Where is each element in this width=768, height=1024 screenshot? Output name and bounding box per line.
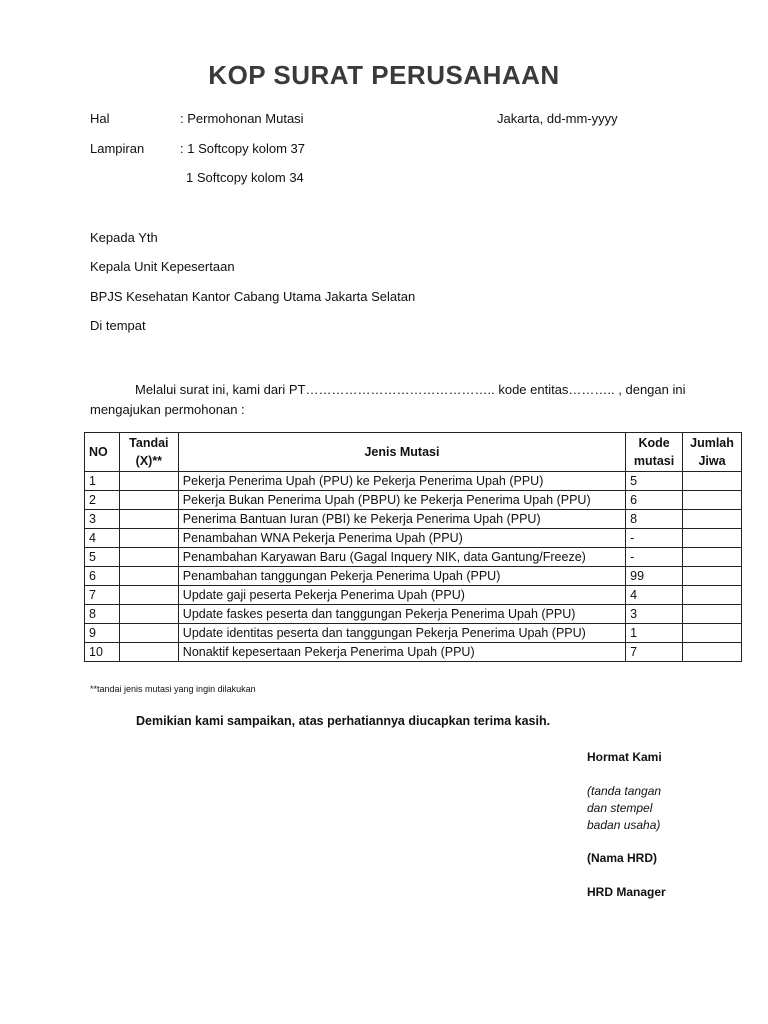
cell-jumlah[interactable] (683, 605, 742, 624)
cell-jumlah[interactable] (683, 643, 742, 662)
intro-text: Melalui surat ini, kami dari PT…………………………………….. kode entitas……….. , dengan ini mengajukan permohonan : (90, 382, 686, 417)
cell-no: 9 (85, 624, 120, 643)
cell-tandai[interactable] (119, 643, 178, 662)
closing-sentence: Demikian kami sampaikan, atas perhatiannya diucapkan terima kasih. (136, 714, 551, 728)
table-row (85, 643, 742, 662)
table-row (85, 586, 742, 605)
table-row (85, 472, 742, 491)
cell-tandai[interactable] (119, 529, 178, 548)
cell-kode: 3 (626, 605, 683, 624)
lampiran-value-1: : 1 Softcopy kolom 37 (180, 141, 306, 156)
col-header-jenis: Jenis Mutasi (178, 433, 625, 472)
cell-tandai[interactable] (119, 605, 178, 624)
cell-no: 7 (85, 586, 120, 605)
cell-tandai[interactable] (119, 491, 178, 510)
cell-no: 3 (85, 510, 120, 529)
table-row (85, 624, 742, 643)
table-row (85, 529, 742, 548)
cell-no: 6 (85, 567, 120, 586)
lampiran-label: Lampiran (90, 141, 145, 156)
table-header-row (85, 433, 742, 472)
cell-jenis: Pekerja Bukan Penerima Upah (PBPU) ke Pekerja Penerima Upah (PPU) (178, 491, 625, 510)
cell-jumlah[interactable] (683, 491, 742, 510)
cell-kode: 4 (626, 586, 683, 605)
cell-jumlah[interactable] (683, 529, 742, 548)
cell-no: 5 (85, 548, 120, 567)
signature-note-2: dan stempel (587, 801, 653, 815)
letter-date: Jakarta, dd-mm-yyyy (497, 111, 618, 126)
cell-no: 10 (85, 643, 120, 662)
cell-jumlah[interactable] (683, 510, 742, 529)
cell-no: 1 (85, 472, 120, 491)
signature-note-1: (tanda tangan (587, 784, 662, 798)
cell-jenis: Update identitas peserta dan tanggungan Pekerja Penerima Upah (PPU) (178, 624, 625, 643)
cell-jenis: Update gaji peserta Pekerja Penerima Upah (PPU) (178, 586, 625, 605)
cell-jumlah[interactable] (683, 567, 742, 586)
table-row (85, 491, 742, 510)
cell-no: 8 (85, 605, 120, 624)
cell-jenis: Update faskes peserta dan tanggungan Pekerja Penerima Upah (PPU) (178, 605, 625, 624)
footnote: **tandai jenis mutasi yang ingin dilakukan (90, 684, 256, 694)
col-header-kode: Kode mutasi (626, 433, 683, 472)
cell-kode: 1 (626, 624, 683, 643)
hal-value: : Permohonan Mutasi (180, 111, 304, 126)
cell-jenis: Penambahan WNA Pekerja Penerima Upah (PPU) (178, 529, 625, 548)
recipient-line-1: Kepada Yth (90, 230, 158, 245)
cell-jenis: Penambahan tanggungan Pekerja Penerima Upah (PPU) (178, 567, 625, 586)
cell-jumlah[interactable] (683, 586, 742, 605)
recipient-line-2: Kepala Unit Kepesertaan (90, 259, 235, 274)
cell-kode: 6 (626, 491, 683, 510)
letterhead-title: KOP SURAT PERUSAHAAN (208, 60, 560, 90)
mutasi-table (84, 432, 742, 662)
intro-paragraph (90, 380, 690, 420)
signature-greeting: Hormat Kami (587, 750, 662, 764)
cell-kode: 5 (626, 472, 683, 491)
recipient-line-3: BPJS Kesehatan Kantor Cabang Utama Jakarta Selatan (90, 289, 416, 304)
lampiran-value-2: 1 Softcopy kolom 34 (186, 170, 304, 185)
cell-tandai[interactable] (119, 548, 178, 567)
col-header-tandai: Tandai (X)** (119, 433, 178, 472)
cell-no: 4 (85, 529, 120, 548)
table-row (85, 548, 742, 567)
signature-note-3: badan usaha) (587, 818, 661, 832)
cell-kode: 8 (626, 510, 683, 529)
cell-tandai[interactable] (119, 624, 178, 643)
col-header-jumlah: Jumlah Jiwa (683, 433, 742, 472)
table-row (85, 605, 742, 624)
cell-tandai[interactable] (119, 510, 178, 529)
cell-kode: - (626, 529, 683, 548)
table-row (85, 510, 742, 529)
hal-label: Hal (90, 111, 110, 126)
cell-kode: - (626, 548, 683, 567)
cell-jumlah[interactable] (683, 548, 742, 567)
table-row (85, 567, 742, 586)
cell-jumlah[interactable] (683, 624, 742, 643)
cell-jumlah[interactable] (683, 472, 742, 491)
cell-jenis: Penambahan Karyawan Baru (Gagal Inquery NIK, data Gantung/Freeze) (178, 548, 625, 567)
cell-tandai[interactable] (119, 567, 178, 586)
signature-position: HRD Manager (587, 885, 666, 899)
col-header-no: NO (85, 433, 120, 472)
recipient-line-4: Di tempat (90, 318, 146, 333)
cell-kode: 99 (626, 567, 683, 586)
cell-jenis: Penerima Bantuan Iuran (PBI) ke Pekerja Penerima Upah (PPU) (178, 510, 625, 529)
cell-tandai[interactable] (119, 472, 178, 491)
signature-name: (Nama HRD) (587, 851, 658, 865)
cell-no: 2 (85, 491, 120, 510)
cell-jenis: Nonaktif kepesertaan Pekerja Penerima Upah (PPU) (178, 643, 625, 662)
cell-jenis: Pekerja Penerima Upah (PPU) ke Pekerja Penerima Upah (PPU) (178, 472, 625, 491)
cell-tandai[interactable] (119, 586, 178, 605)
cell-kode: 7 (626, 643, 683, 662)
